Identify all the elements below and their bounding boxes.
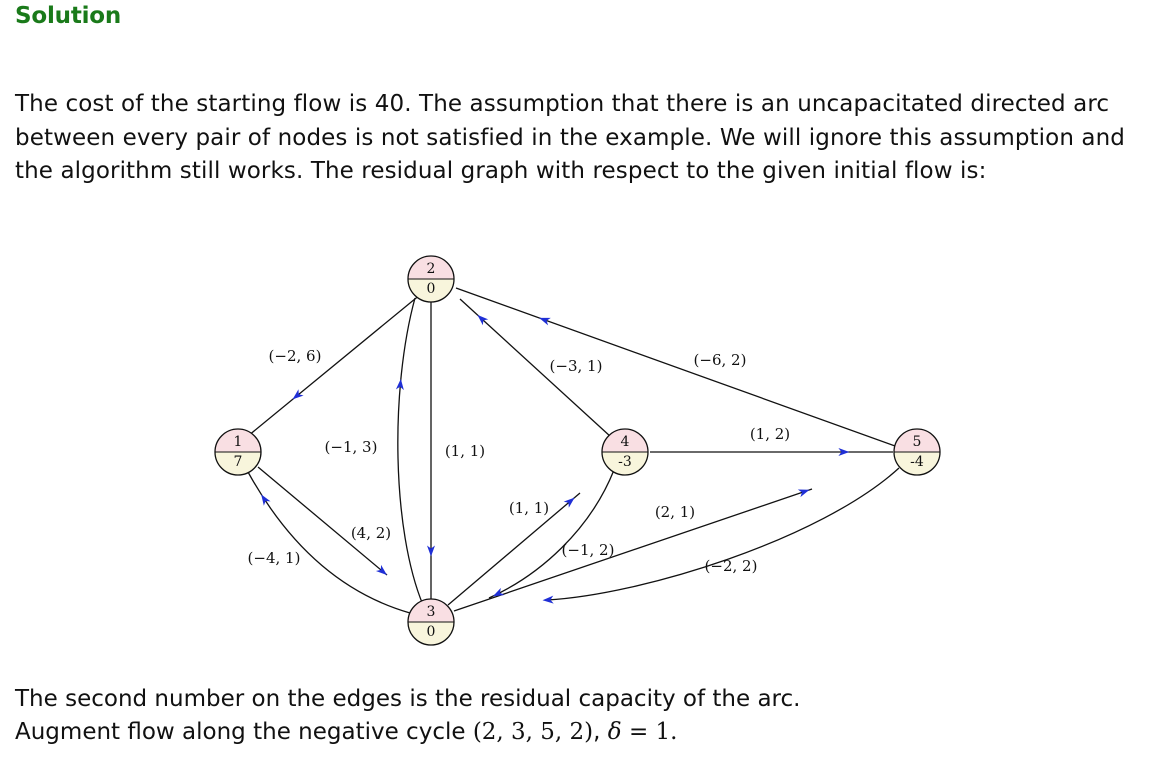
edge-4-3 [489, 470, 614, 598]
node-3-id: 3 [426, 604, 436, 620]
node-4-id: 4 [620, 434, 630, 450]
edge-label-3-5: (2, 1) [654, 503, 696, 521]
edge-label-3-4: (1, 1) [508, 499, 550, 517]
node-5 [894, 429, 940, 475]
edge-3-2 [398, 298, 423, 605]
node-5-supply: -4 [910, 454, 924, 470]
edge-label-1-3: (4, 2) [350, 524, 392, 542]
node-3 [408, 599, 454, 645]
intro-paragraph: The cost of the starting flow is 40. The assumption that there is an uncapacitated directed arc between every pair of nodes is not satisfied in the example. We will ignore this assumption and the algorithm still works. The residual graph with respect to the given initial flow is: [15, 91, 1125, 184]
delta-symbol: δ [607, 719, 622, 745]
arrowhead-3-5 [798, 486, 811, 497]
negative-cycle: (2, 3, 5, 2) [472, 719, 594, 745]
edge-label-2-3: (1, 1) [444, 442, 486, 460]
node-1-id: 1 [233, 434, 243, 450]
edge-3-1 [248, 472, 410, 613]
node-1-supply: 7 [233, 454, 243, 470]
node-4 [602, 429, 648, 475]
edge-label-4-5: (1, 2) [749, 425, 791, 443]
edge-5-3 [547, 468, 899, 600]
edge-label-3-2: (−1, 3) [324, 438, 378, 456]
arrowhead-5-2 [538, 314, 551, 325]
note-augment-sep: , [593, 719, 608, 745]
node-2-id: 2 [426, 261, 436, 277]
edge-label-4-3: (−1, 2) [561, 541, 615, 559]
note-augment [15, 716, 678, 749]
node-2-supply: 0 [426, 281, 436, 297]
edge-label-3-1: (−4, 1) [247, 549, 301, 567]
edge-2-1 [248, 294, 421, 436]
arrowhead-3-1 [258, 492, 271, 506]
edge-5-2 [456, 288, 895, 446]
edge-label-5-3: (−2, 2) [704, 557, 758, 575]
node-2 [408, 256, 454, 302]
node-1 [215, 429, 261, 475]
edge-3-5 [454, 489, 812, 611]
edge-label-2-1: (−2, 6) [268, 347, 322, 365]
node-3-supply: 0 [426, 624, 436, 640]
edge-label-5-2: (−6, 2) [693, 351, 747, 369]
edge-label-4-2: (−3, 1) [549, 357, 603, 375]
note-residual-capacity: The second number on the edges is the residual capacity of the arc. [15, 686, 801, 712]
note-augment-prefix: Augment flow along the negative cycle [15, 719, 473, 745]
node-4-supply: -3 [618, 454, 632, 470]
delta-value: = 1. [621, 719, 678, 745]
node-5-id: 5 [912, 434, 922, 450]
section-heading: Solution [15, 3, 122, 29]
